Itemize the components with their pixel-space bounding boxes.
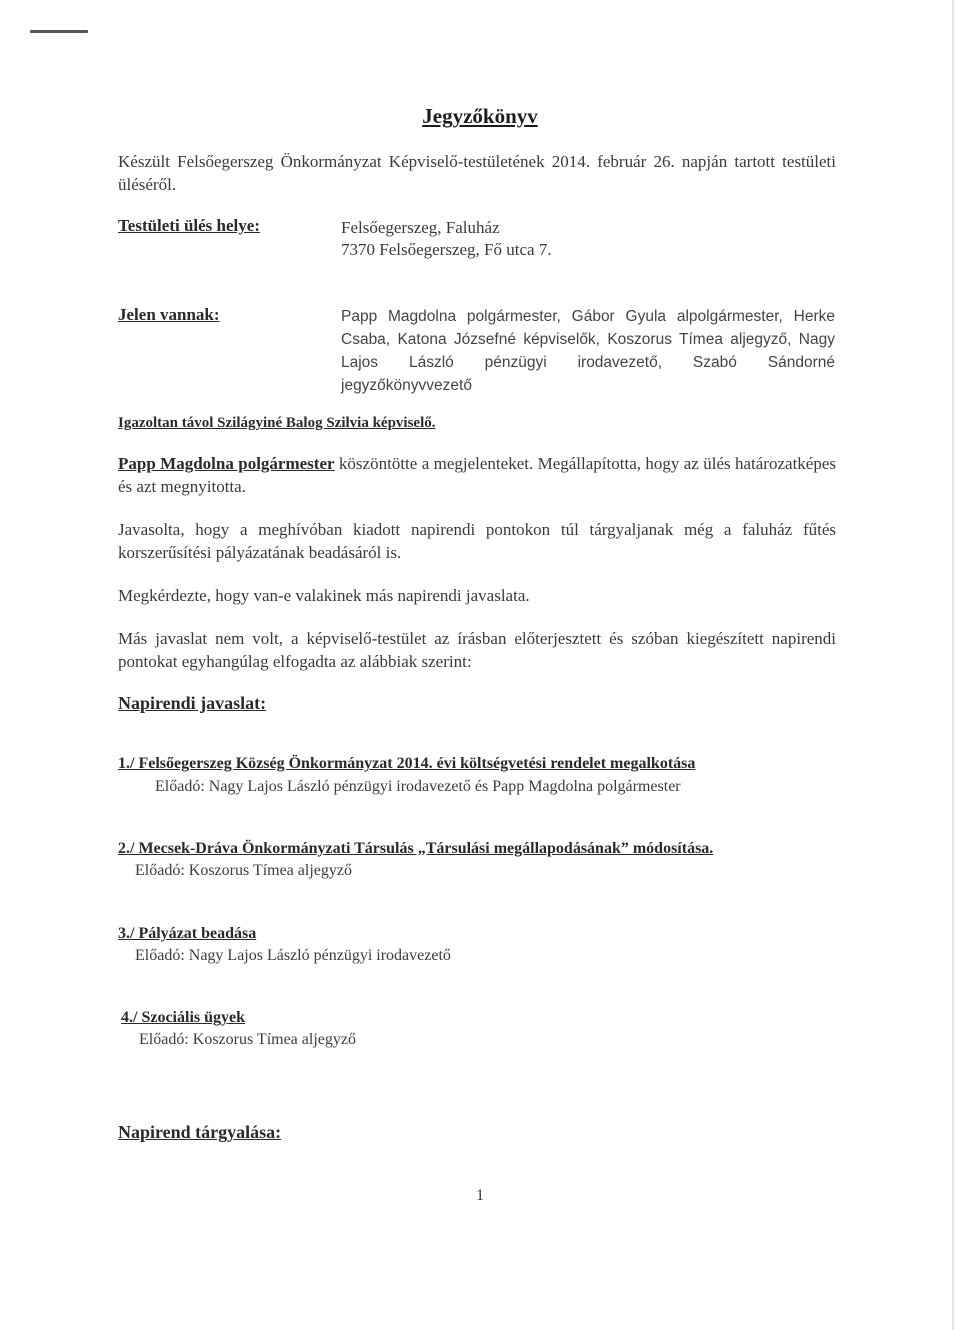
agenda-item-1-presenter: Előadó: Nagy Lajos László pénzügyi irodavezető és Papp Magdolna polgármester <box>155 778 681 795</box>
absent-note: Igazoltan távol Szilágyiné Balog Szilvia képviselő. <box>118 415 436 431</box>
acceptance-paragraph: Más javaslat nem volt, a képviselő-testület az írásban előterjesztett és szóban kiegészített napirendi pontokat egyhangúlag elfogadta az alábbiak szerint: <box>118 629 836 671</box>
scan-mark <box>30 30 88 33</box>
agenda-item-3-presenter: Előadó: Nagy Lajos László pénzügyi irodavezető <box>135 947 451 964</box>
question-paragraph: Megkérdezte, hogy van-e valakinek más napirendi javaslata. <box>118 586 530 605</box>
present-list: Papp Magdolna polgármester, Gábor Gyula alpolgármester, Herke Csaba, Katona Józsefné képviselők, Koszorus Tímea aljegyző, Nagy Lajos László pénzügyi irodavezető, Szabó Sándorné jegyzőkönyvvezető <box>341 308 835 394</box>
venue-line-1: Felsőegerszeg, Faluház <box>341 218 500 237</box>
venue-label: Testületi ülés helye: <box>118 216 260 235</box>
opening-text: köszöntötte a megjelenteket. Megállapította, hogy az ülés határozatképes és azt megnyitotta. <box>118 454 836 496</box>
agenda-item-2-presenter: Előadó: Koszorus Tímea aljegyző <box>135 862 352 879</box>
agenda-heading: Napirendi javaslat: <box>118 693 267 713</box>
venue-line-2: 7370 Felsőegerszeg, Fő utca 7. <box>341 240 552 259</box>
intro-paragraph: Készült Felsőegerszeg Önkormányzat Képviselő-testületének 2014. február 26. napján tartott testületi üléséről. <box>118 152 836 194</box>
agenda-item-1-title: 1./ Felsőegerszeg Község Önkormányzat 2014. évi költségvetési rendelet megalkotása <box>118 755 696 772</box>
agenda-item-3-title: 3./ Pályázat beadása <box>118 925 257 942</box>
opening-paragraph <box>118 452 836 498</box>
speaker-name: Papp Magdolna polgármester <box>118 454 335 473</box>
present-label: Jelen vannak: <box>118 305 220 324</box>
agenda-item-2-title: 2./ Mecsek-Dráva Önkormányzati Társulás „Társulási megállapodásának” módosítása. <box>118 840 714 857</box>
document-title: Jegyzőkönyv <box>422 104 538 128</box>
page-number: 1 <box>476 1187 484 1204</box>
agenda-item-4-title: 4./ Szociális ügyek <box>121 1009 246 1026</box>
proposal-paragraph: Javasolta, hogy a meghívóban kiadott napirendi pontokon túl tárgyaljanak még a faluház fűtés korszerűsítési pályázatának beadásáról is. <box>118 520 836 562</box>
discussion-heading: Napirend tárgyalása: <box>118 1122 282 1142</box>
agenda-item-4-presenter: Előadó: Koszorus Tímea aljegyző <box>139 1031 356 1048</box>
page-edge <box>952 0 954 1330</box>
